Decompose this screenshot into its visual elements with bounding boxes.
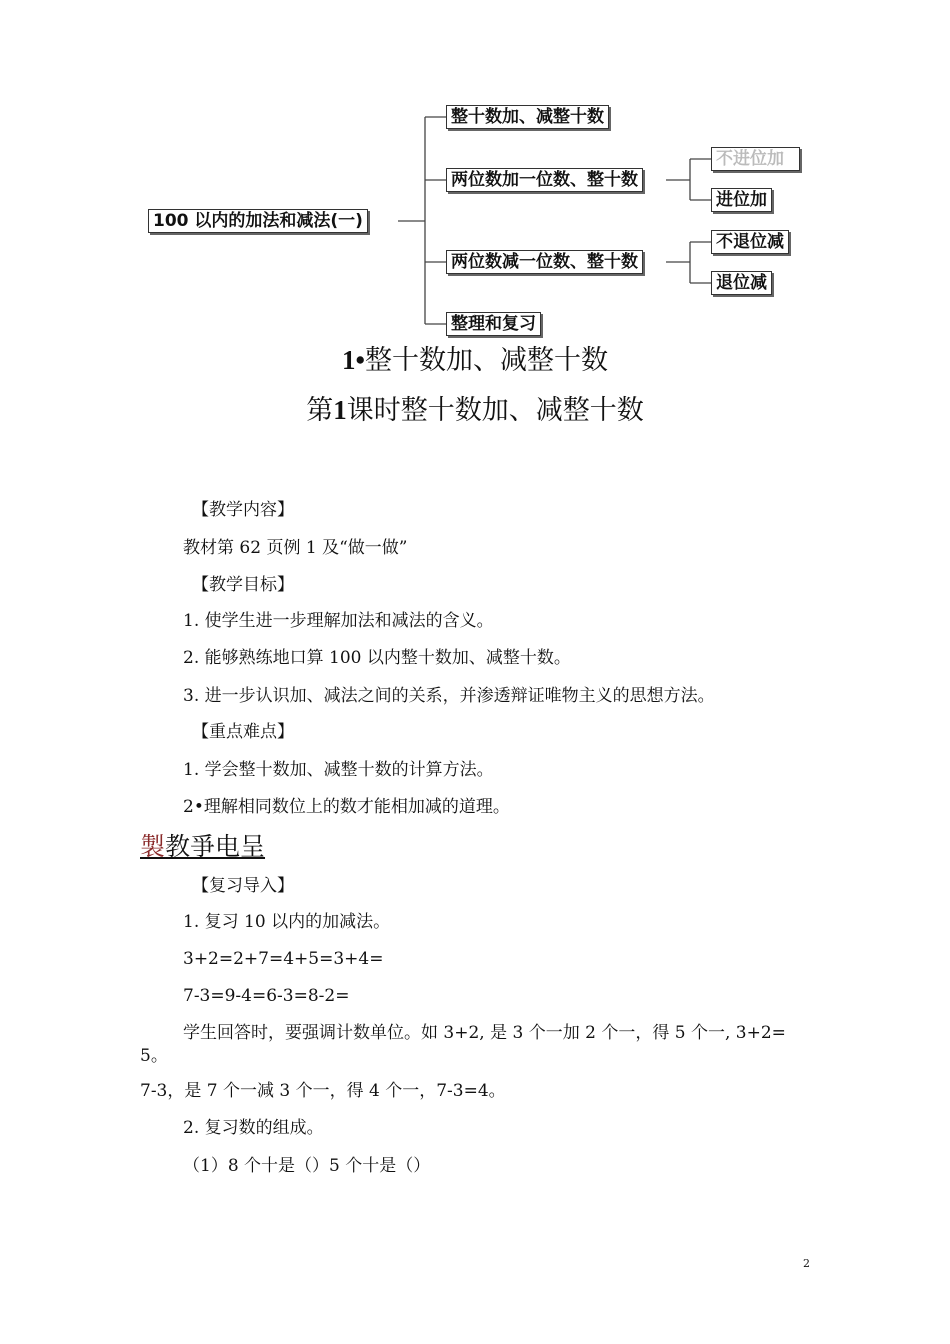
mind-map-branch-2: 两位数加一位数、整十数: [446, 168, 643, 192]
equation-line-1: 3+2=2+7=4+5=3+4=: [183, 949, 384, 969]
mind-map-root: 100 以内的加法和减法(一): [148, 209, 368, 233]
section-heading-mark: 製: [140, 832, 166, 861]
goal-3: 3. 进一步认识加、减法之间的关系，并渗透辩证唯物主义的思想方法。: [183, 686, 715, 706]
mind-map-branch-3: 两位数减一位数、整十数: [446, 250, 643, 274]
unit-title-text: 整十数加、减整十数: [364, 345, 608, 376]
lesson-title: [0, 392, 950, 429]
mind-map-leaf-sub-1: 不退位减: [711, 230, 789, 254]
teacher-note-line-2: 5。: [140, 1046, 168, 1066]
teaching-content-text: 教材第 62 页例 1 及“做一做”: [183, 538, 408, 558]
lesson-number: 1: [333, 395, 347, 425]
mind-map-branch-4: 整理和复习: [446, 312, 541, 336]
heading-teaching-goals: 【教学目标】: [192, 575, 294, 595]
review-item-2: 2. 复习数的组成。: [183, 1118, 324, 1138]
teacher-note-line-1: 学生回答时，要强调计数单位。如 3+2, 是 3 个一加 2 个一，得 5 个一, 3+2=: [183, 1023, 786, 1043]
heading-key-points: 【重点难点】: [192, 722, 294, 742]
teacher-note-line-3: 7-3，是 7 个一减 3 个一，得 4 个一，7-3=4。: [140, 1081, 506, 1101]
mind-map-leaf-sub-2: 退位减: [711, 271, 772, 295]
mind-map-leaf-add-1: 不进位加: [711, 147, 800, 171]
goal-2: 2. 能够熟练地口算 100 以内整十数加、减整十数。: [183, 648, 571, 668]
lesson-prefix: 第: [306, 395, 334, 426]
mind-map-branch-1: 整十数加、减整十数: [446, 105, 609, 129]
question-1: （1）8 个十是（）5 个十是（）: [183, 1156, 431, 1176]
unit-number: 1•: [342, 345, 365, 375]
key-point-1: 1. 学会整十数加、减整十数的计算方法。: [183, 760, 494, 780]
lesson-title-text: 课时整十数加、减整十数: [346, 395, 644, 426]
equation-line-2: 7-3=9-4=6-3=8-2=: [183, 986, 350, 1006]
section-heading: [140, 830, 265, 864]
key-point-2: 2•理解相同数位上的数才能相加减的道理。: [183, 797, 510, 817]
section-heading-text: 教爭电呈: [165, 832, 266, 861]
page-number: 2: [803, 1257, 810, 1270]
unit-title: [0, 342, 950, 379]
heading-review: 【复习导入】: [192, 876, 294, 896]
goal-1: 1. 使学生进一步理解加法和减法的含义。: [183, 611, 494, 631]
heading-teaching-content: 【教学内容】: [192, 500, 294, 520]
review-item-1: 1. 复习 10 以内的加减法。: [183, 912, 391, 932]
mind-map-leaf-add-2: 进位加: [711, 188, 772, 212]
